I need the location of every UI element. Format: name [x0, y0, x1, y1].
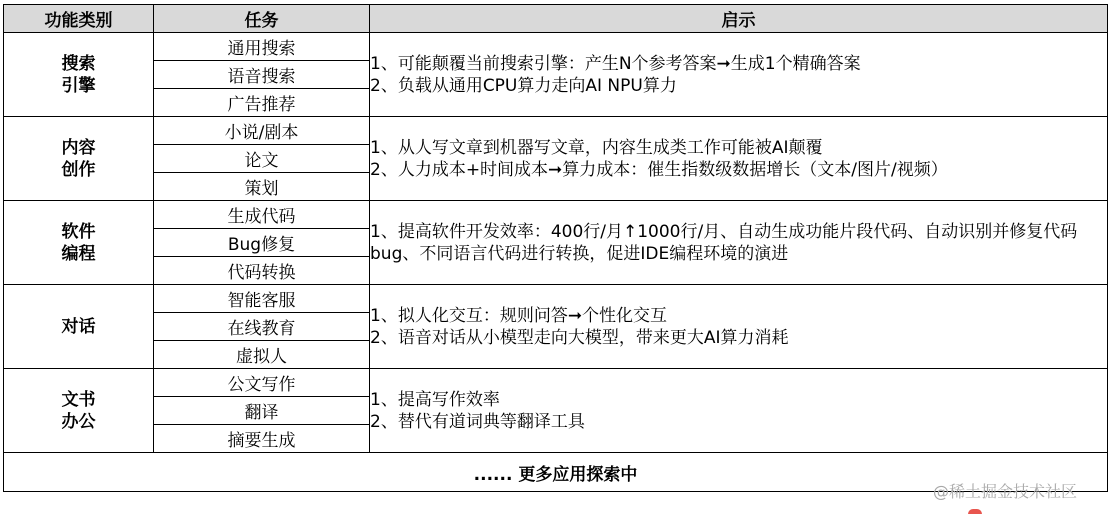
hint-line: 1、拟人化交互：规则问答➞个性化交互 — [370, 305, 668, 326]
task-cell: 语音搜索 — [154, 61, 370, 89]
task-cell: 智能客服 — [154, 285, 370, 313]
task-cell: 生成代码 — [154, 201, 370, 229]
header-task: 任务 — [154, 5, 370, 33]
category-cell — [4, 33, 154, 117]
table-row — [4, 117, 1108, 145]
task-cell: 翻译 — [154, 397, 370, 425]
category-line: 内容 — [61, 137, 96, 158]
category-line: 引擎 — [61, 75, 96, 96]
category-cell — [4, 285, 154, 369]
category-line: 创作 — [61, 159, 96, 180]
hint-line: 1、提高软件开发效率：400行/月↑1000行/月、自动生成功能片段代码、自动识别并修复代码bug、不同语言代码进行转换，促进IDE编程环境的演进 — [370, 221, 1078, 264]
more-applications-footer: ...... 更多应用探索中 — [4, 453, 1108, 492]
task-cell: Bug修复 — [154, 229, 370, 257]
task-cell: 代码转换 — [154, 257, 370, 285]
hint-line: 2、语音对话从小模型走向大模型，带来更大AI算力消耗 — [370, 327, 789, 348]
hint-cell — [370, 285, 1108, 369]
hint-cell — [370, 117, 1108, 201]
task-cell: 小说/剧本 — [154, 117, 370, 145]
category-line: 搜索 — [61, 53, 96, 74]
hint-line: 2、负载从通用CPU算力走向AI NPU算力 — [370, 75, 677, 96]
table-row — [4, 369, 1108, 397]
application-table — [3, 4, 1108, 492]
red-badge-icon — [968, 509, 982, 514]
table-row — [4, 201, 1108, 229]
hint-cell — [370, 201, 1108, 285]
header-hint: 启示 — [370, 5, 1108, 33]
category-line: 文书 — [61, 389, 96, 410]
table-row — [4, 285, 1108, 313]
hint-line: 1、提高写作效率 — [370, 389, 500, 410]
task-cell: 策划 — [154, 173, 370, 201]
task-cell: 摘要生成 — [154, 425, 370, 453]
category-line: 对话 — [61, 316, 96, 337]
hint-cell — [370, 369, 1108, 453]
header-row — [4, 5, 1108, 33]
category-line: 软件 — [61, 221, 96, 242]
category-line: 办公 — [61, 411, 96, 432]
task-cell: 通用搜索 — [154, 33, 370, 61]
watermark: @稀土掘金技术社区 — [933, 482, 1078, 501]
hint-line: 1、从人写文章到机器写文章，内容生成类工作可能被AI颠覆 — [370, 137, 823, 158]
hint-line: 2、替代有道词典等翻译工具 — [370, 411, 585, 432]
task-cell: 在线教育 — [154, 313, 370, 341]
task-cell: 虚拟人 — [154, 341, 370, 369]
task-cell: 公文写作 — [154, 369, 370, 397]
hint-line: 2、人力成本+时间成本➞算力成本：催生指数级数据增长（文本/图片/视频） — [370, 159, 948, 180]
task-cell: 论文 — [154, 145, 370, 173]
category-cell — [4, 117, 154, 201]
category-cell — [4, 369, 154, 453]
hint-line: 1、可能颠覆当前搜索引擎：产生N个参考答案➞生成1个精确答案 — [370, 53, 861, 74]
hint-cell — [370, 33, 1108, 117]
category-line: 编程 — [61, 243, 96, 264]
table-row — [4, 33, 1108, 61]
category-cell — [4, 201, 154, 285]
header-category: 功能类别 — [4, 5, 154, 33]
task-cell: 广告推荐 — [154, 89, 370, 117]
